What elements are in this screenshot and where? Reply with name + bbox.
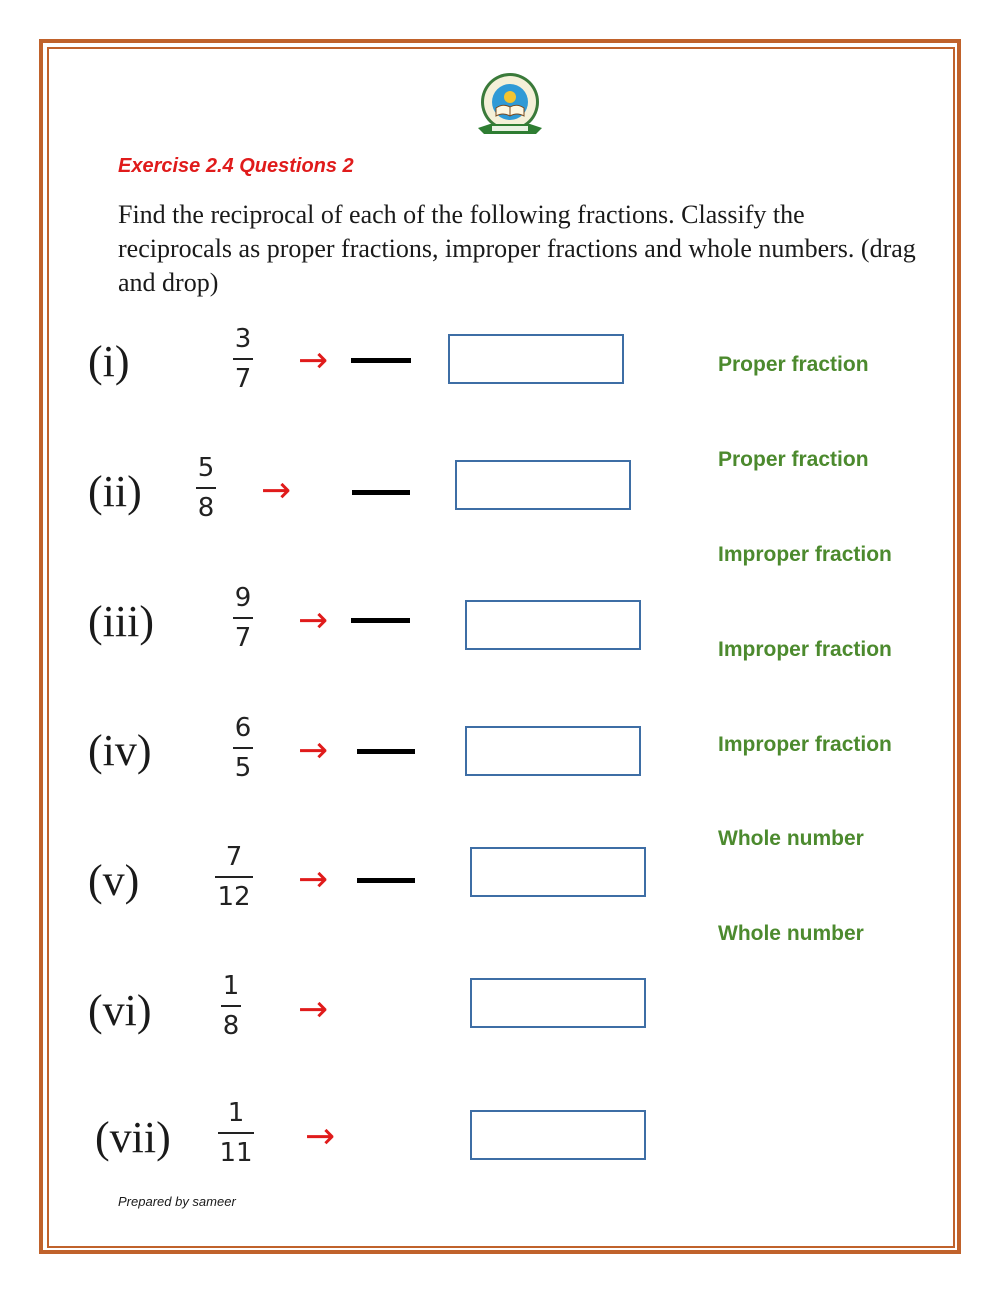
fraction-ii bbox=[182, 449, 230, 527]
fraction-numerator: 1 bbox=[227, 1098, 245, 1128]
fraction-numerator: 3 bbox=[234, 324, 252, 354]
answer-blank-line bbox=[351, 618, 410, 623]
fraction-denominator: 8 bbox=[197, 493, 215, 523]
question-label-vii: (vii) bbox=[95, 1113, 171, 1162]
question-label-v: (v) bbox=[88, 856, 140, 905]
drop-target-i[interactable] bbox=[448, 334, 624, 384]
drop-target-iv[interactable] bbox=[465, 726, 641, 776]
fraction-denominator: 7 bbox=[234, 364, 252, 394]
fraction-numerator: 1 bbox=[222, 971, 240, 1001]
arrow-icon: → bbox=[298, 989, 329, 1030]
arrow-icon: → bbox=[261, 470, 292, 511]
question-label-ii: (ii) bbox=[88, 467, 142, 516]
answer-blank-line bbox=[357, 878, 415, 883]
arrow-icon: → bbox=[298, 730, 329, 771]
question-label-vi: (vi) bbox=[88, 986, 152, 1035]
arrow-icon: → bbox=[298, 340, 329, 381]
answer-blank-line bbox=[357, 749, 415, 754]
drop-target-iii[interactable] bbox=[465, 600, 641, 650]
question-label-iv: (iv) bbox=[88, 726, 152, 775]
fraction-numerator: 9 bbox=[234, 583, 252, 613]
fraction-numerator: 5 bbox=[197, 453, 215, 483]
instructions-text: Find the reciprocal of each of the following fractions. Classify the reciprocals as proper fractions, improper fractions and whole numbers. (drag and drop) bbox=[118, 200, 916, 297]
school-logo bbox=[470, 70, 550, 144]
fraction-denominator: 8 bbox=[222, 1011, 240, 1041]
footer-credit: Prepared by sameer bbox=[118, 1194, 236, 1209]
fraction-numerator: 6 bbox=[234, 713, 252, 743]
fraction-v bbox=[210, 838, 258, 916]
arrow-icon: → bbox=[298, 600, 329, 641]
draggable-option[interactable]: Proper fraction bbox=[718, 353, 869, 376]
exercise-title: Exercise 2.4 Questions 2 bbox=[118, 155, 354, 177]
fraction-denominator: 5 bbox=[234, 753, 252, 783]
draggable-option[interactable]: Proper fraction bbox=[718, 448, 869, 471]
arrow-icon: → bbox=[298, 859, 329, 900]
fraction-i bbox=[219, 320, 267, 398]
draggable-option[interactable]: Improper fraction bbox=[718, 733, 892, 756]
drop-target-ii[interactable] bbox=[455, 460, 631, 510]
fraction-denominator: 7 bbox=[234, 623, 252, 653]
draggable-option[interactable]: Improper fraction bbox=[718, 543, 892, 566]
arrow-icon: → bbox=[305, 1116, 336, 1157]
drop-target-vi[interactable] bbox=[470, 978, 646, 1028]
draggable-option[interactable]: Improper fraction bbox=[718, 638, 892, 661]
drop-target-vii[interactable] bbox=[470, 1110, 646, 1160]
question-label-i: (i) bbox=[88, 337, 130, 386]
fraction-denominator: 11 bbox=[219, 1138, 253, 1168]
draggable-option[interactable]: Whole number bbox=[718, 922, 864, 945]
fraction-iv bbox=[219, 709, 267, 787]
draggable-option[interactable]: Whole number bbox=[718, 827, 864, 850]
answer-blank-line bbox=[351, 358, 411, 363]
question-label-iii: (iii) bbox=[88, 597, 154, 646]
drop-target-v[interactable] bbox=[470, 847, 646, 897]
fraction-iii bbox=[219, 579, 267, 657]
fraction-denominator: 12 bbox=[217, 882, 251, 912]
answer-blank-line bbox=[352, 490, 410, 495]
fraction-vi bbox=[207, 967, 255, 1045]
fraction-numerator: 7 bbox=[225, 842, 243, 872]
fraction-vii bbox=[212, 1094, 260, 1172]
